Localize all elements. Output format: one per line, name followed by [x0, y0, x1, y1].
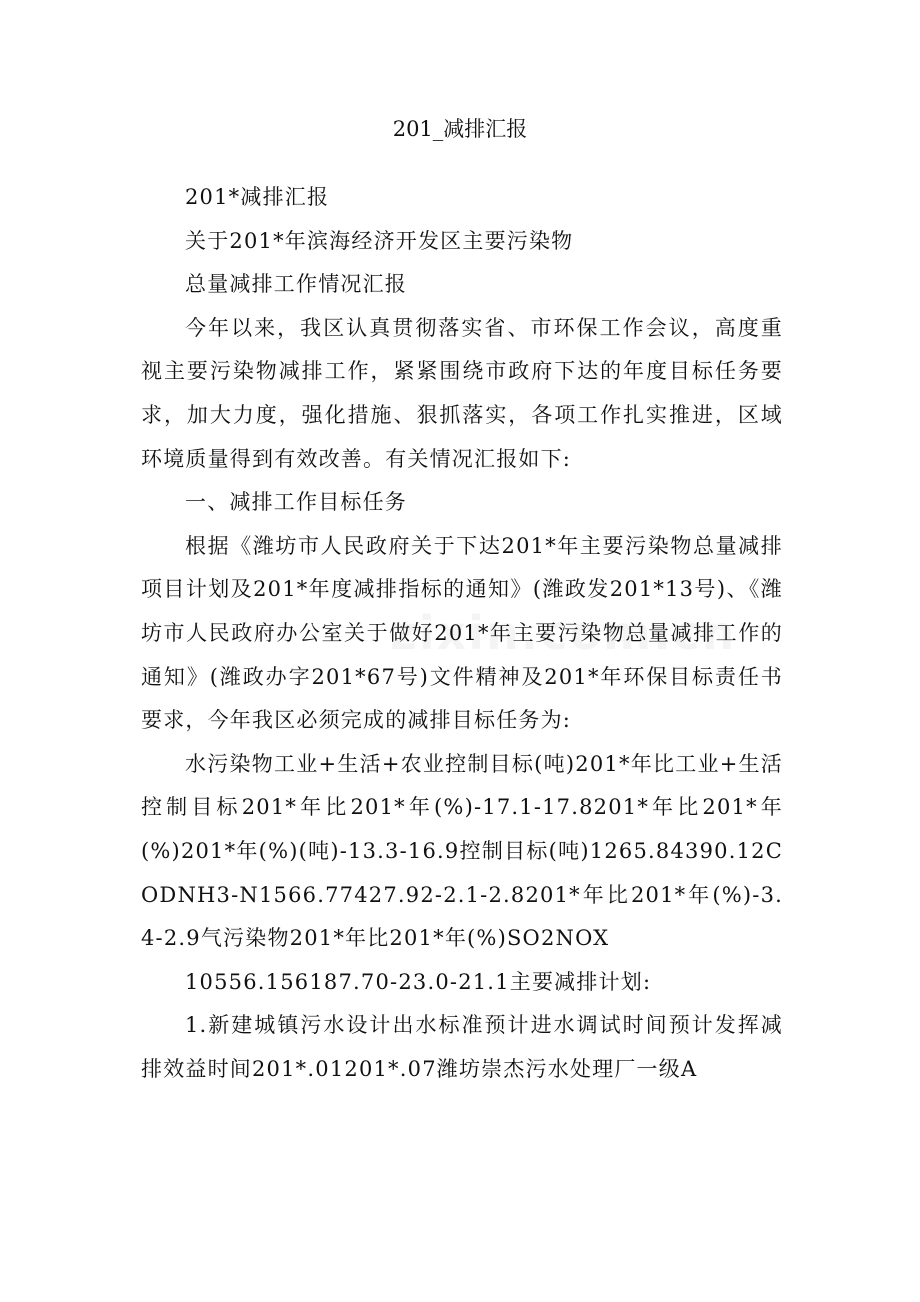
paragraph-report-heading-line-2: 总量减排工作情况汇报	[185, 272, 407, 297]
document-title: 201_减排汇报	[392, 117, 528, 141]
paragraph-basis: 根据《潍坊市人民政府关于下达201*年主要污染物总量减排项目计划及201*年度减排指标的通知》(潍政发201*13号)、《潍坊市人民政府办公室关于做好201*年主要污染物总量减排工作的通知》(潍政办字201*67号)文件精神及201*年环保目标责任书要求，今年我区必须完成的减排目标任务为:	[141, 533, 783, 733]
document-body	[141, 176, 783, 1091]
section-heading-targets: 一、减排工作目标任务	[185, 490, 407, 515]
paragraph-introduction: 今年以来，我区认真贯彻落实省、市环保工作会议，高度重视主要污染物减排工作，紧紧围绕市政府下达的年度目标任务要求，加大力度，强化措施、狠抓落实，各项工作扎实推进，区域环境质量得到有效改善。有关情况汇报如下:	[141, 315, 783, 471]
paragraph-subtitle: 201*减排汇报	[185, 185, 330, 209]
paragraph-report-heading-line-1: 关于201*年滨海经济开发区主要污染物	[185, 228, 574, 253]
paragraph-target-values: 10556.156187.70-23.0-21.1主要减排计划:	[185, 969, 652, 994]
paragraph-plan-item-1: 1.新建城镇污水设计出水标准预计进水调试时间预计发挥减排效益时间201*.01201*.07潍坊崇杰污水处理厂一级A	[141, 1013, 783, 1081]
paragraph-target-table-text: 水污染物工业+生活+农业控制目标(吨)201*年比工业+生活控制目标201*年比201*年(%)-17.1-17.8201*年比201*年(%)201*年(%)(吨)-13.3-16.9控制目标(吨)1265.84390.12CODNH3-N1566.77427.92-2.1-2.8201*年比201*年(%)-3.4-2.9气污染物201*年比201*年(%)SO2NOX	[141, 751, 783, 951]
